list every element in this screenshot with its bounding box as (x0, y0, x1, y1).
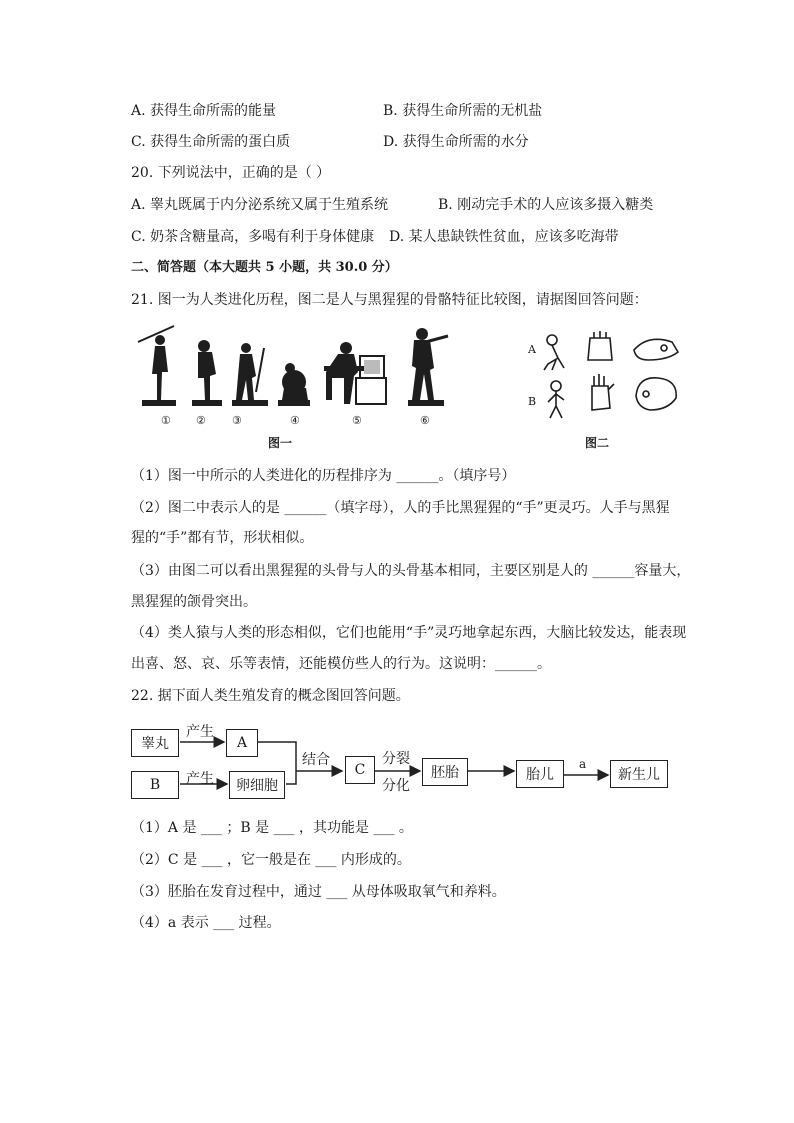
q22-part2: （2）C 是 ___ ，它一般是在 ___ 内形成的。 (131, 852, 411, 868)
q22-part3: （3）胚胎在发育过程中，通过 ___ 从母体吸取氧气和养料。 (131, 884, 506, 900)
q22-part4: （4）a 表示 ___ 过程。 (131, 915, 281, 931)
fetus-box: 胎儿 (516, 760, 564, 788)
evolution-figure-4 (278, 363, 310, 406)
figure1-caption: 图一 (268, 436, 293, 450)
q19-option-d: D. 获得生命所需的水分 (383, 134, 529, 150)
section-heading: 二、简答题（本大题共 5 小题，共 30.0 分） (131, 260, 398, 275)
human-skeleton (548, 381, 564, 418)
chimp-skull (634, 339, 678, 360)
q19-option-b: B. 获得生命所需的无机盐 (383, 103, 543, 119)
figure1-number-1: ① (161, 414, 171, 427)
q21-part4-line2: 出喜、怒、哀、乐等表情，还能模仿些人的行为。这说明：______。 (131, 656, 551, 672)
q20-option-b: B. 刚动完手术的人应该多摄入糖类 (438, 197, 654, 213)
q21-part4-line1: （4）类人猿与人类的形态相似，它们也能用“手”灵巧地拿起东西，大脑比较发达，能表现 (131, 625, 687, 641)
figure2-caption: 图二 (585, 436, 610, 450)
box-a: A (226, 729, 258, 757)
evolution-figure-3 (232, 343, 268, 406)
figure1-number-4: ④ (290, 414, 300, 427)
q19-option-a: A. 获得生命所需的能量 (131, 103, 277, 119)
newborn-box: 新生儿 (610, 760, 668, 788)
q21-part3-line2: 黑猩猩的颌骨突出。 (131, 594, 257, 610)
chimp-skeleton (544, 335, 564, 370)
figure2-label-a: A (528, 343, 536, 356)
skeleton-comparison-figure (538, 330, 688, 420)
q21-part1: （1）图一中所示的人类进化的历程排序为 ______。（填序号） (131, 468, 516, 484)
produce-label-2: 产生 (186, 771, 214, 787)
q22-stem: 22. 据下面人类生殖发育的概念图回答问题。 (131, 688, 410, 704)
q21-part2-line1: （2）图二中表示人的是 ______（填字母），人的手比黑猩猩的“手”更灵巧。人手与黑猩 (131, 500, 670, 516)
combine-label: 结合 (302, 752, 330, 768)
q20-option-d: D. 某人患缺铁性贫血，应该多吃海带 (389, 229, 619, 245)
q22-part1: （1）A 是 ___ ；B 是 ___ ，其功能是 ___ 。 (131, 820, 413, 836)
figure1-number-3: ③ (232, 414, 242, 427)
q21-part3-line1: （3）由图二可以看出黑猩猩的头骨与人的头骨基本相同，主要区别是人的 ______容量大， (131, 563, 691, 579)
q20-stem: 20. 下列说法中，正确的是（ ） (131, 165, 331, 181)
embryo-box: 胚胎 (422, 758, 468, 786)
evolution-figure-6 (408, 328, 448, 406)
figure1-number-6: ⑥ (420, 414, 430, 427)
evolution-figure-5 (324, 342, 386, 404)
chimp-hand (588, 331, 612, 360)
egg-cell-box: 卵细胞 (229, 771, 285, 799)
evolution-figure-2 (192, 340, 222, 406)
human-hand (592, 374, 614, 410)
differentiate-label: 分化 (382, 778, 410, 794)
evolution-figure-1 (138, 326, 176, 406)
q21-stem: 21. 图一为人类进化历程，图二是人与黑猩猩的骨骼特征比较图，请据图回答问题： (131, 292, 648, 308)
q19-option-c: C. 获得生命所需的蛋白质 (131, 134, 291, 150)
testis-box: 睾丸 (131, 729, 179, 757)
q20-option-a: A. 睾丸既属于内分泌系统又属于生殖系统 (131, 197, 389, 213)
human-skull (636, 378, 676, 410)
figure2-label-b: B (528, 395, 537, 408)
evolution-figure (128, 322, 458, 410)
process-a-label: a (579, 757, 587, 771)
q21-part2-line2: 猩的“手”都有节，形状相似。 (131, 530, 314, 546)
produce-label-1: 产生 (186, 724, 214, 740)
divide-label: 分裂 (382, 751, 410, 767)
figure1-number-2: ② (196, 414, 206, 427)
q20-option-c: C. 奶茶含糖量高，多喝有利于身体健康 (131, 229, 375, 245)
box-b: B (131, 771, 179, 799)
box-c: C (345, 756, 375, 784)
figure1-number-5: ⑤ (352, 414, 362, 427)
